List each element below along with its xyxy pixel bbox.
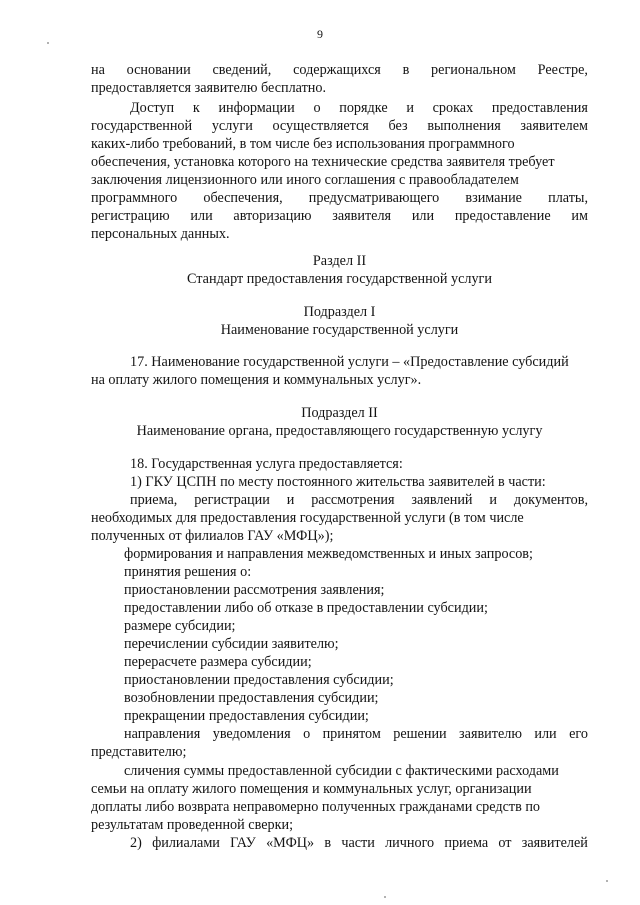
word: предоставления [491,100,588,116]
decision-item: возобновлении предоставления субсидии; [124,690,379,706]
subsection-1-heading: Подраздел I [303,304,376,320]
word: его [569,726,588,742]
word: документов, [513,492,588,508]
reconcile-line-3: доплаты либо возврата неправомерно полученных гражданами средств по [91,799,541,815]
section-title: Стандарт предоставления государственной услуги [187,271,492,287]
word: им [571,208,588,224]
item-17-line-2: на оплату жилого помещения и коммунальных услуг». [91,372,422,388]
word: Реестре, [537,62,588,78]
access-para-line-7 [91,208,588,226]
word: и [286,492,295,508]
word: выполнения [427,118,501,134]
word: обеспечения, [203,190,283,206]
reception-line-3: полученных от филиалов ГАУ «МФЦ»); [91,528,334,544]
decision-item: перечислении субсидии заявителю; [124,636,339,652]
word: или [190,208,213,224]
section-heading: Раздел II [312,253,367,269]
word: государственной [91,118,193,134]
word: направления [124,726,201,742]
word: Доступ [130,100,175,116]
reception-line-1 [130,492,588,510]
word: без [388,118,408,134]
intro-line-2: предоставляется заявителю бесплатно. [91,80,327,96]
word: на [91,62,105,78]
item-18-intro: 18. Государственная услуга предоставляется: [130,456,403,472]
word: услуги [211,118,253,134]
intro-line-1 [91,62,588,80]
word: взимание [465,190,522,206]
word: платы, [548,190,588,206]
access-para-line-8: персональных данных. [91,226,230,242]
word: в [402,62,410,78]
access-para-line-5: заключения лицензионного или иного соглашения с правообладателем [91,172,519,188]
access-para-line-6 [91,190,588,208]
word: информации [218,100,295,116]
requests-line: формирования и направления межведомственных и иных запросов; [124,546,533,562]
word: решении [393,726,447,742]
decision-item: предоставлении либо об отказе в предоставлении субсидии; [124,600,488,616]
word: ГАУ [230,835,256,851]
word: рассмотрения [311,492,395,508]
scan-speck [384,896,386,898]
word: порядке [339,100,388,116]
word: в [324,835,332,851]
access-para-line-2 [91,118,588,136]
word: сведений, [212,62,272,78]
scan-speck [606,880,608,882]
word: региональном [431,62,516,78]
reconcile-line-1: сличения суммы предоставленной субсидии с фактическими расходами [124,763,559,779]
word: заявителю [459,726,522,742]
decision-item: приостановлении рассмотрения заявления; [124,582,385,598]
word: принятом [322,726,381,742]
scan-speck [47,42,49,44]
word: основании [126,62,191,78]
reconcile-line-4: результатам проведенной сверки; [91,817,294,833]
word: заявителем [520,118,588,134]
notice-line-1 [124,726,588,744]
word: уведомления [212,726,291,742]
item-18-sub-1: 1) ГКУ ЦСПН по месту постоянного жительства заявителей в части: [130,474,546,490]
decision-item: прекращении предоставления субсидии; [124,708,369,724]
word: осуществляется [272,118,369,134]
reconcile-line-2: семьи на оплату жилого помещения и коммунальных услуг, организации [91,781,532,797]
word: предоставление [454,208,551,224]
decision-line: принятия решения о: [124,564,252,580]
word: филиалами [152,835,220,851]
word: регистрацию [91,208,170,224]
notice-line-2: представителю; [91,744,187,760]
access-para-line-1 [130,100,588,118]
word: и [406,100,414,116]
word: о [303,726,311,742]
word: или [534,726,557,742]
word: к [192,100,200,116]
access-para-line-4: обеспечения, установка которого на технические средства заявителя требует [91,154,555,170]
word: или [411,208,435,224]
word: заявлений [411,492,473,508]
word: заявителей [521,835,588,851]
decision-item: приостановлении предоставления субсидии; [124,672,394,688]
subsection-2-title: Наименование органа, предоставляющего государственную услугу [136,423,543,439]
word: сроках [432,100,474,116]
word: программного [91,190,178,206]
word: 2) [130,835,142,851]
word: приема [444,835,489,851]
word: содержащихся [293,62,381,78]
word: части [341,835,375,851]
subsection-2-heading: Подраздел II [301,405,378,421]
word: приема, [130,492,178,508]
decision-item: размере субсидии; [124,618,236,634]
word: и [489,492,497,508]
word: от [498,835,512,851]
reception-line-2: необходимых для предоставления государственной услуги (в том числе [91,510,524,526]
page-number: 9 [317,27,323,41]
word: предусматривающего [308,190,440,206]
word: регистрации [194,492,270,508]
item-17-line-1: 17. Наименование государственной услуги – «Предоставление субсидий [130,354,569,370]
subsection-1-title: Наименование государственной услуги [220,322,459,338]
word: личного [385,835,435,851]
word: «МФЦ» [266,835,315,851]
word: авторизацию [233,208,312,224]
word: заявителя [332,208,392,224]
item-18-sub-2 [130,835,588,853]
word: о [313,100,321,116]
access-para-line-3: каких-либо требований, в том числе без использования программного [91,136,515,152]
decision-item: перерасчете размера субсидии; [124,654,312,670]
